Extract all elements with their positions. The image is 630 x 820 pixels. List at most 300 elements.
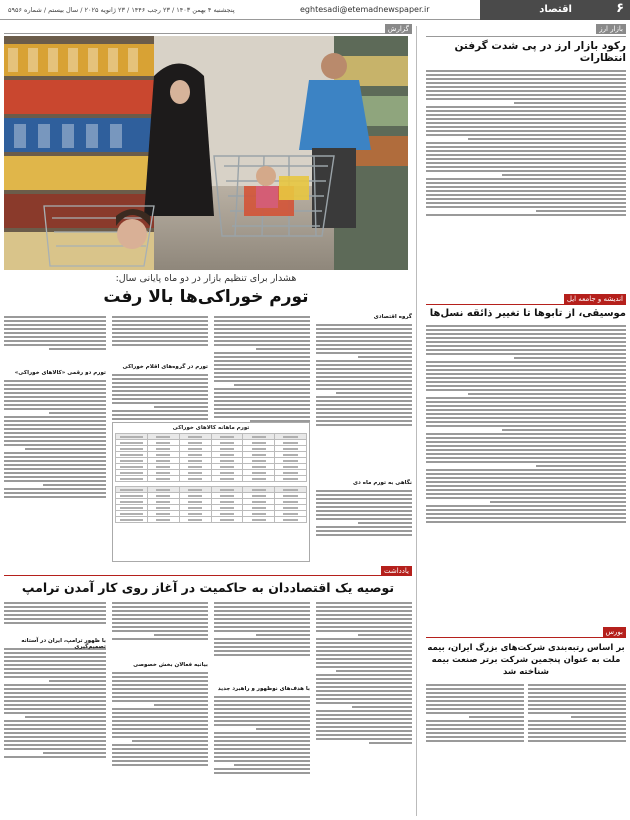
text-line	[426, 194, 626, 196]
text-line	[214, 352, 310, 354]
text-line	[316, 614, 412, 616]
text-line	[316, 360, 412, 362]
text-line	[426, 90, 626, 92]
text-lines	[426, 682, 524, 772]
bottom-col-3	[112, 600, 208, 816]
text-line	[112, 418, 208, 420]
text-line	[316, 506, 412, 508]
bottom-col-2	[214, 600, 310, 816]
main-subtitle: هشدار برای تنظیم بازار در دو ماه پایانی سال:	[115, 273, 297, 284]
text-line	[4, 728, 106, 730]
text-line	[4, 602, 106, 604]
text-line	[4, 476, 106, 478]
text-line	[571, 716, 626, 718]
text-lines	[316, 488, 412, 560]
text-line	[426, 389, 626, 391]
main-col-1	[316, 314, 412, 562]
text-line	[112, 332, 208, 334]
text-line	[4, 328, 106, 330]
text-line	[112, 708, 208, 710]
text-line	[214, 320, 310, 322]
text-line	[426, 692, 524, 694]
text-line	[426, 493, 626, 495]
text-line	[214, 724, 310, 726]
text-line	[112, 336, 208, 338]
text-line	[214, 416, 310, 418]
text-line	[426, 417, 626, 419]
text-line	[214, 412, 310, 414]
text-line	[426, 485, 626, 487]
table-cell	[147, 476, 179, 482]
text-line	[426, 736, 524, 738]
text-line	[4, 340, 106, 342]
text-line	[514, 102, 626, 104]
text-line	[358, 634, 412, 636]
text-line	[426, 712, 524, 714]
text-line	[4, 692, 106, 694]
text-line	[316, 412, 412, 414]
text-line	[154, 704, 208, 706]
text-line	[502, 429, 626, 431]
text-line	[214, 360, 310, 362]
text-line	[426, 206, 626, 208]
text-line	[25, 448, 106, 450]
text-line	[112, 752, 208, 754]
text-line	[426, 126, 626, 128]
article2-body	[426, 323, 626, 623]
text-line	[316, 646, 412, 648]
text-line	[426, 720, 524, 722]
text-line	[4, 664, 106, 666]
text-line	[4, 344, 106, 346]
text-line	[316, 662, 412, 664]
text-line	[316, 650, 412, 652]
text-line	[316, 690, 412, 692]
text-line	[214, 716, 310, 718]
text-line	[214, 638, 310, 640]
text-lines	[4, 378, 106, 558]
text-line	[112, 684, 208, 686]
inflation-table-2	[115, 486, 307, 523]
text-line	[112, 320, 208, 322]
text-line	[214, 736, 310, 738]
text-line	[316, 618, 412, 620]
text-line	[4, 380, 106, 382]
article3-title: بر اساس رتبه‌بندی شرکت‌های بزرگ ایران، بیمه ملت به عنوان پنجمین شرکت برتر صنعت بیمه شناخته شد	[427, 643, 625, 677]
text-line	[528, 728, 626, 730]
text-line	[4, 756, 106, 758]
text-line	[528, 736, 626, 738]
text-line	[112, 410, 208, 412]
text-line	[4, 464, 106, 466]
article2-title: موسیقی، از تابوها تا تغییر ذائقه نسل‌ها	[429, 308, 626, 319]
text-line	[112, 736, 208, 738]
text-line	[316, 610, 412, 612]
text-line	[426, 186, 626, 188]
text-line	[352, 706, 412, 708]
text-line	[426, 130, 626, 132]
text-line	[316, 710, 412, 712]
text-line	[112, 688, 208, 690]
text-line	[214, 654, 310, 656]
text-line	[4, 618, 106, 620]
text-line	[4, 660, 106, 662]
text-line	[426, 696, 524, 698]
text-line	[214, 610, 310, 612]
text-line	[426, 114, 626, 116]
table-cell	[116, 476, 148, 482]
text-line	[426, 158, 626, 160]
text-line	[112, 728, 208, 730]
text-line	[112, 732, 208, 734]
article1-body	[426, 68, 626, 290]
text-line	[490, 501, 626, 503]
text-line	[214, 626, 310, 628]
bottom-subhead-2: بیانیه فعالان بخش خصوصی	[133, 662, 208, 668]
text-line	[426, 325, 626, 327]
text-line	[4, 472, 106, 474]
date-line: پنجشنبه ۴ بهمن ۱۴۰۳ / ۲۳ رجب ۱۴۴۶ / ۲۳ ژانویه ۲۰۲۵ / سال بیستم / شماره ۵۹۵۶	[8, 6, 235, 14]
text-line	[426, 345, 626, 347]
text-line	[214, 704, 310, 706]
text-line	[316, 726, 412, 728]
text-line	[426, 373, 626, 375]
text-line	[316, 534, 412, 536]
text-line	[316, 364, 412, 366]
text-line	[426, 740, 524, 742]
main-title: تورم خوراکی‌ها بالا رفت	[103, 287, 309, 307]
bottom-kicker: یادداشت	[381, 566, 412, 576]
text-line	[316, 380, 412, 382]
text-line	[316, 622, 412, 624]
text-line	[316, 388, 412, 390]
text-line	[214, 696, 310, 698]
text-line	[4, 744, 106, 746]
text-line	[154, 406, 208, 408]
text-line	[426, 365, 626, 367]
text-line	[426, 453, 626, 455]
text-line	[4, 416, 106, 418]
text-line	[154, 634, 208, 636]
text-line	[4, 696, 106, 698]
text-line	[132, 740, 208, 742]
text-line	[112, 340, 208, 342]
text-line	[214, 388, 310, 390]
text-line	[4, 656, 106, 658]
text-line	[4, 720, 106, 722]
text-line	[112, 402, 208, 404]
text-line	[214, 376, 310, 378]
text-line	[4, 420, 106, 422]
text-line	[112, 394, 208, 396]
text-line	[112, 720, 208, 722]
text-lines	[214, 694, 310, 814]
text-line	[4, 732, 106, 734]
text-line	[112, 414, 208, 416]
supermarket-photo	[4, 36, 408, 270]
text-line	[426, 82, 626, 84]
text-line	[426, 182, 626, 184]
text-line	[4, 724, 106, 726]
text-line	[426, 110, 626, 112]
text-line	[316, 408, 412, 410]
text-line	[316, 658, 412, 660]
text-line	[369, 742, 412, 744]
text-line	[426, 433, 626, 435]
supermarket-image	[4, 36, 408, 270]
text-line	[214, 622, 310, 624]
text-line	[426, 724, 524, 726]
text-line	[528, 740, 626, 742]
text-line	[112, 386, 208, 388]
text-line	[112, 676, 208, 678]
text-line	[112, 610, 208, 612]
text-line	[426, 122, 626, 124]
text-line	[426, 441, 626, 443]
text-line	[214, 404, 310, 406]
text-line	[214, 732, 310, 734]
text-line	[4, 460, 106, 462]
text-line	[316, 416, 412, 418]
text-line	[256, 634, 310, 636]
text-line	[528, 688, 626, 690]
table-cell	[243, 476, 275, 482]
text-line	[4, 614, 106, 616]
text-line	[112, 724, 208, 726]
text-line	[336, 670, 412, 672]
text-line	[528, 724, 626, 726]
table-cell	[275, 476, 307, 482]
text-line	[214, 328, 310, 330]
text-line	[112, 622, 208, 624]
text-line	[426, 481, 626, 483]
text-line	[528, 720, 626, 722]
text-line	[469, 716, 524, 718]
text-line	[112, 672, 208, 674]
text-line	[426, 461, 626, 463]
text-line	[316, 344, 412, 346]
text-line	[426, 409, 626, 411]
text-line	[214, 606, 310, 608]
text-line	[214, 752, 310, 754]
text-line	[426, 170, 626, 172]
text-line	[316, 404, 412, 406]
inflation-table-box	[112, 422, 310, 562]
text-line	[426, 369, 626, 371]
text-line	[256, 728, 310, 730]
bottom-subhead-3: با ظهور ترامپ، ایران در آستانه تصمیم‌گیری	[21, 638, 106, 650]
bottom-kicker-bar	[4, 566, 412, 576]
bottom-col-4	[4, 600, 106, 816]
text-line	[214, 324, 310, 326]
table-cell	[211, 517, 243, 523]
text-line	[528, 684, 626, 686]
text-line	[4, 496, 106, 498]
text-line	[112, 626, 208, 628]
text-line	[25, 716, 106, 718]
article3-body	[426, 682, 626, 772]
bottom-col-1	[316, 600, 412, 816]
text-line	[4, 668, 106, 670]
text-line	[426, 477, 626, 479]
text-line	[358, 522, 412, 524]
text-line	[214, 740, 310, 742]
text-line	[4, 440, 106, 442]
text-line	[214, 772, 310, 774]
main-kicker-bar	[4, 24, 412, 34]
text-line	[426, 333, 626, 335]
text-line	[49, 680, 106, 682]
text-line	[214, 744, 310, 746]
text-line	[316, 518, 412, 520]
text-line	[4, 396, 106, 398]
text-line	[4, 652, 106, 654]
text-line	[4, 388, 106, 390]
text-line	[316, 694, 412, 696]
main-section-head-3: تورم در گروه‌های اقلام خوراکی	[122, 364, 208, 370]
text-line	[316, 602, 412, 604]
text-line	[358, 356, 412, 358]
text-line	[214, 712, 310, 714]
text-line	[214, 372, 310, 374]
text-line	[112, 324, 208, 326]
text-line	[316, 654, 412, 656]
text-line	[316, 400, 412, 402]
text-line	[112, 692, 208, 694]
text-line	[316, 348, 412, 350]
text-line	[426, 341, 626, 343]
text-line	[4, 488, 106, 490]
text-line	[214, 364, 310, 366]
text-line	[4, 676, 106, 678]
text-line	[426, 349, 626, 351]
text-line	[43, 484, 106, 486]
text-line	[214, 332, 310, 334]
text-line	[112, 316, 208, 318]
text-line	[4, 456, 106, 458]
text-line	[316, 420, 412, 422]
text-line	[426, 353, 626, 355]
text-line	[214, 768, 310, 770]
text-line	[426, 513, 626, 515]
table-title: تورم ماهانه کالاهای خوراکی	[172, 425, 250, 431]
text-line	[4, 704, 106, 706]
text-line	[316, 340, 412, 342]
main-story-body	[4, 314, 412, 562]
text-line	[536, 465, 626, 467]
table-cell	[116, 517, 148, 523]
text-line	[214, 368, 310, 370]
article1-title: رکود بازار ارز در پی شدت گرفتن انتظارات	[454, 40, 626, 64]
text-line	[426, 708, 524, 710]
text-line	[336, 392, 412, 394]
text-line	[214, 614, 310, 616]
text-line	[528, 732, 626, 734]
text-lines	[426, 68, 626, 290]
text-line	[4, 320, 106, 322]
text-line	[528, 692, 626, 694]
main-kicker: گزارش	[385, 24, 412, 34]
page-number: ۶	[616, 1, 624, 16]
text-line	[426, 190, 626, 192]
text-line	[214, 642, 310, 644]
text-line	[316, 734, 412, 736]
text-line	[426, 166, 626, 168]
text-line	[214, 618, 310, 620]
text-line	[426, 397, 626, 399]
text-line	[316, 714, 412, 716]
text-line	[4, 736, 106, 738]
text-line	[316, 352, 412, 354]
text-line	[4, 684, 106, 686]
text-line	[49, 348, 106, 350]
text-line	[426, 700, 524, 702]
page-header	[0, 0, 630, 20]
text-line	[4, 444, 106, 446]
text-line	[4, 384, 106, 386]
text-line	[316, 372, 412, 374]
table-cell	[243, 517, 275, 523]
website-address: eghtesadi@etemadnewspaper.ir	[300, 5, 430, 14]
table-cell	[275, 517, 307, 523]
text-line	[426, 449, 626, 451]
text-line	[4, 428, 106, 430]
bottom-subhead-1: با هدف‌های نوظهور و راهبرد جدید	[217, 686, 310, 692]
text-line	[4, 740, 106, 742]
text-line	[112, 606, 208, 608]
text-line	[4, 404, 106, 406]
bottom-story-body	[4, 600, 412, 816]
text-line	[316, 674, 412, 676]
text-line	[316, 502, 412, 504]
text-line	[316, 510, 412, 512]
text-line	[112, 748, 208, 750]
main-section-head-2: نگاهی به تورم ماه دی	[352, 480, 412, 486]
main-col-4	[4, 314, 106, 562]
text-line	[426, 86, 626, 88]
text-line	[426, 509, 626, 511]
text-line	[112, 614, 208, 616]
text-line	[426, 405, 626, 407]
text-line	[426, 732, 524, 734]
text-line	[4, 452, 106, 454]
text-line	[112, 374, 208, 376]
text-line	[4, 392, 106, 394]
text-line	[426, 489, 626, 491]
text-line	[426, 457, 626, 459]
text-line	[536, 210, 626, 212]
bottom-title: توصیه یک اقتصاددان به حاکمیت در آغاز روی کار آمدن ترامپ	[21, 580, 395, 595]
text-line	[426, 413, 626, 415]
text-line	[426, 329, 626, 331]
table-cell	[211, 476, 243, 482]
table-cell	[179, 476, 211, 482]
text-line	[112, 756, 208, 758]
text-line	[426, 704, 524, 706]
table-row	[116, 476, 307, 482]
text-line	[4, 748, 106, 750]
text-line	[112, 744, 208, 746]
text-line	[4, 688, 106, 690]
text-line	[426, 505, 626, 507]
text-line	[426, 684, 524, 686]
text-line	[214, 630, 310, 632]
text-line	[316, 606, 412, 608]
text-line	[316, 738, 412, 740]
section-tab	[480, 0, 630, 20]
text-line	[316, 376, 412, 378]
text-line	[316, 698, 412, 700]
